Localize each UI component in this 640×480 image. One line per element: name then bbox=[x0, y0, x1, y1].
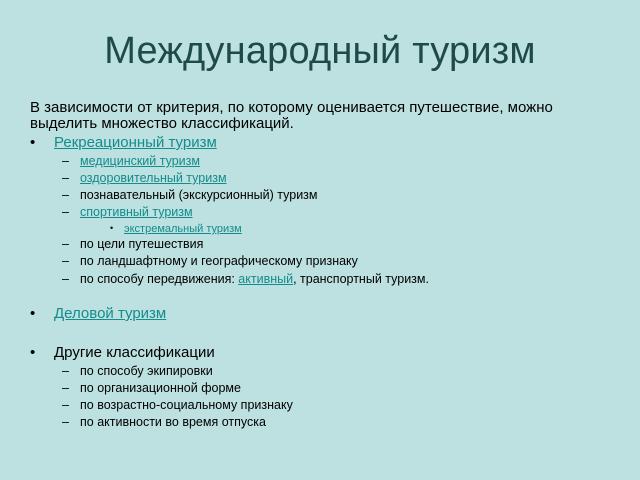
bullet-marker: • bbox=[30, 344, 36, 361]
health-link[interactable]: оздоровительный туризм bbox=[80, 171, 227, 185]
dash-marker: – bbox=[62, 254, 69, 268]
list-item-purpose bbox=[62, 236, 203, 252]
activity-text: по активности во время отпуска bbox=[80, 415, 266, 429]
list-item-transport bbox=[62, 271, 429, 287]
dash-marker: – bbox=[62, 381, 69, 395]
list-item-business bbox=[30, 305, 166, 323]
other-label: Другие классификации bbox=[54, 344, 215, 361]
dash-marker: – bbox=[62, 398, 69, 412]
extreme-link[interactable]: экстремальный туризм bbox=[124, 223, 242, 235]
purpose-text: по цели путешествия bbox=[80, 237, 204, 251]
medical-link[interactable]: медицинский туризм bbox=[80, 154, 200, 168]
slide-title: Международный туризм bbox=[104, 30, 536, 72]
dash-marker: – bbox=[62, 205, 69, 219]
transport-suffix: , транспортный туризм. bbox=[293, 272, 429, 286]
dash-marker: – bbox=[62, 188, 69, 202]
intro-paragraph: В зависимости от критерия, по которому оценивается путешествие, можно выделить множество классификаций. bbox=[30, 99, 553, 132]
age-social-text: по возрастно-социальному признаку bbox=[80, 398, 293, 412]
list-item-other bbox=[30, 344, 215, 362]
dash-marker: – bbox=[62, 272, 69, 286]
organization-text: по организационной форме bbox=[80, 381, 241, 395]
list-item-medical bbox=[62, 153, 200, 169]
list-item-extreme bbox=[110, 221, 242, 236]
list-item-cognitive bbox=[62, 187, 318, 203]
dash-marker: – bbox=[62, 154, 69, 168]
cognitive-text: познавательный (экскурсионный) туризм bbox=[80, 188, 318, 202]
list-item-age-social bbox=[62, 397, 293, 413]
equipment-text: по способу экипировки bbox=[80, 364, 213, 378]
bullet-marker: • bbox=[30, 134, 36, 151]
list-item-landscape bbox=[62, 253, 358, 269]
sub-bullet-marker: • bbox=[110, 223, 114, 233]
bullet-marker: • bbox=[30, 305, 36, 322]
list-item-activity bbox=[62, 414, 266, 430]
active-link[interactable]: активный bbox=[238, 272, 294, 286]
sport-link[interactable]: спортивный туризм bbox=[80, 205, 193, 219]
dash-marker: – bbox=[62, 237, 69, 251]
list-item-equipment bbox=[62, 363, 213, 379]
recreational-link[interactable]: Рекреационный туризм bbox=[54, 134, 217, 151]
list-item-sport bbox=[62, 204, 193, 220]
dash-marker: – bbox=[62, 171, 69, 185]
list-item-organization bbox=[62, 380, 241, 396]
transport-prefix: по способу передвижения: bbox=[80, 272, 239, 286]
dash-marker: – bbox=[62, 364, 69, 378]
list-item-health bbox=[62, 170, 227, 186]
dash-marker: – bbox=[62, 415, 69, 429]
landscape-text: по ландшафтному и географическому признаку bbox=[80, 254, 358, 268]
list-item-recreational bbox=[30, 134, 217, 152]
business-link[interactable]: Деловой туризм bbox=[54, 305, 167, 322]
